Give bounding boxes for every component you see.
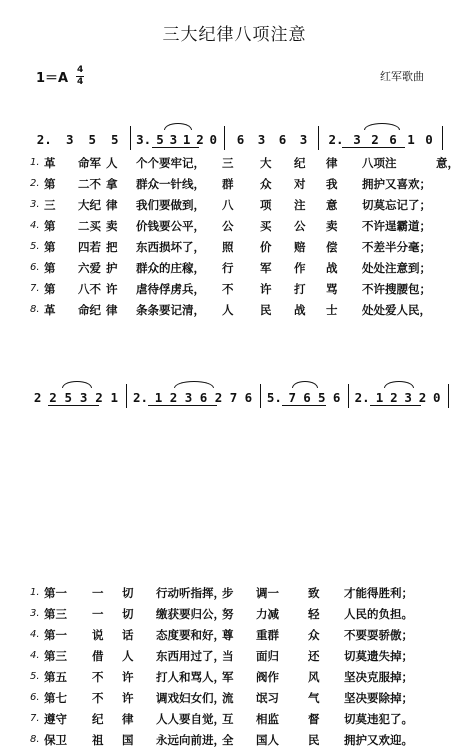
lyric-syllable: 保卫	[44, 732, 67, 747]
key-signature	[36, 66, 84, 87]
lyric-syllable: 战	[294, 302, 306, 317]
lyric-syllable: 拥护又喜欢；	[362, 176, 431, 191]
note: 2.	[328, 131, 344, 147]
verse-number: 5.	[30, 241, 40, 252]
verse-number: 8.	[30, 734, 40, 745]
lyric-syllable: 不要耍骄傲；	[344, 627, 413, 642]
lyric-syllable: 尊	[222, 627, 234, 642]
lyric-syllable: 不差半分毫；	[362, 239, 431, 254]
barline	[130, 126, 131, 150]
lyric-syllable: 二买	[78, 218, 101, 233]
lyric-syllable: 六爱	[78, 260, 101, 275]
lyric-syllable: 人	[122, 648, 134, 663]
verse-number: 7.	[30, 713, 40, 724]
lyric-syllable: 价	[260, 239, 272, 254]
lyric-line	[30, 173, 450, 194]
lyric-line	[30, 582, 450, 603]
lyric-line	[30, 708, 450, 729]
lyric-syllable: 第一	[44, 627, 67, 642]
lyric-syllable: 祖	[92, 732, 104, 747]
barline	[348, 384, 349, 408]
note: 1	[407, 131, 415, 147]
lyric-syllable: 革	[44, 155, 56, 170]
lyric-syllable: 不	[222, 281, 234, 296]
lyric-syllable: 意	[326, 197, 338, 212]
lyric-syllable: 大	[260, 155, 272, 170]
lyric-syllable: 全	[222, 732, 234, 747]
note: 5	[88, 131, 97, 147]
note: 6	[389, 131, 397, 147]
note: 2	[390, 389, 398, 405]
music-system-2	[30, 386, 450, 408]
verse-number: 4.	[30, 220, 40, 231]
verse-number: 7.	[30, 283, 40, 294]
note: 6	[278, 131, 287, 147]
note: 3	[404, 389, 412, 405]
lyric-line	[30, 194, 450, 215]
lyric-syllable: 注	[294, 197, 306, 212]
lyric-syllable: 第五	[44, 669, 67, 684]
lyric-syllable: 个个要牢记，	[136, 155, 205, 170]
lyric-line	[30, 624, 450, 645]
note: 2	[169, 389, 178, 405]
lyric-line	[30, 729, 450, 750]
note: 3.	[136, 131, 152, 147]
lyric-syllable: 纪	[294, 155, 306, 170]
lyric-syllable: 群众的庄稼，	[136, 260, 205, 275]
note: 3	[66, 131, 74, 147]
lyric-line	[30, 215, 450, 236]
lyric-line	[30, 257, 450, 278]
lyric-syllable: 话	[122, 627, 134, 642]
note: 6	[199, 389, 208, 405]
lyric-syllable: 群众一针线，	[136, 176, 205, 191]
lyric-syllable: 遵守	[44, 711, 67, 726]
lyric-syllable: 第	[44, 260, 56, 275]
lyric-syllable: 纪	[92, 711, 104, 726]
lyric-syllable: 三	[222, 155, 234, 170]
beam	[48, 405, 99, 406]
note: 6	[303, 389, 311, 405]
verse-number: 6.	[30, 692, 40, 703]
lyric-syllable: 许	[122, 669, 134, 684]
note: 1	[154, 389, 163, 405]
beam	[148, 405, 217, 406]
barline	[318, 126, 319, 150]
lyric-syllable: 人人要自觉，	[156, 711, 225, 726]
lyric-syllable: 二不	[78, 176, 101, 191]
verse-number: 2.	[30, 178, 40, 189]
lyric-syllable: 国	[122, 732, 134, 747]
lyric-syllable: 风	[308, 669, 320, 684]
lyric-syllable: 对	[294, 176, 306, 191]
note: 2	[418, 389, 427, 405]
note: 3	[299, 131, 308, 147]
verse-number: 1.	[30, 157, 40, 168]
note: 0	[209, 131, 218, 147]
note: 6	[236, 131, 245, 147]
lyric-syllable: 把	[106, 239, 118, 254]
note: 5	[110, 131, 119, 147]
lyric-syllable: 命军	[78, 155, 101, 170]
verse-number: 3.	[30, 199, 40, 210]
lyric-syllable: 国人	[256, 732, 279, 747]
verse-number: 5.	[30, 671, 40, 682]
lyric-syllable: 公	[222, 218, 234, 233]
lyric-syllable: 才能得胜利；	[344, 585, 413, 600]
lyric-line	[30, 152, 459, 173]
time-signature	[76, 66, 84, 87]
lyric-syllable: 第	[44, 176, 56, 191]
lyric-syllable: 意，	[436, 155, 459, 170]
slur	[292, 381, 318, 388]
lyrics-block	[30, 582, 450, 750]
lyric-syllable: 照	[222, 239, 234, 254]
lyric-syllable: 许	[122, 690, 134, 705]
lyric-syllable: 督	[308, 711, 320, 726]
beam	[342, 147, 405, 148]
lyric-syllable: 卖	[106, 218, 118, 233]
key-label: 1＝A	[36, 71, 69, 86]
lyric-syllable: 打人和骂人，	[156, 669, 225, 684]
beam	[370, 405, 421, 406]
lyric-syllable: 四若	[78, 239, 101, 254]
beam	[152, 147, 199, 148]
lyric-syllable: 律	[106, 197, 118, 212]
lyric-line	[30, 666, 450, 687]
lyric-syllable: 第七	[44, 690, 67, 705]
lyric-syllable: 项	[260, 197, 272, 212]
note: 1	[182, 131, 191, 147]
lyric-line	[30, 687, 450, 708]
slur	[384, 381, 414, 388]
lyric-syllable: 作	[294, 260, 306, 275]
lyric-syllable: 大纪	[78, 197, 101, 212]
barline	[260, 384, 261, 408]
lyric-syllable: 民	[260, 302, 272, 317]
barline	[448, 384, 449, 408]
lyric-syllable: 处处注意到；	[362, 260, 431, 275]
lyric-syllable: 致	[308, 585, 320, 600]
lyric-syllable: 说	[92, 627, 104, 642]
lyric-syllable: 人	[106, 155, 118, 170]
measure	[30, 128, 126, 150]
notation-line	[30, 386, 450, 408]
lyric-syllable: 众	[308, 627, 320, 642]
lyric-syllable: 行动听指挥，	[156, 585, 225, 600]
lyric-syllable: 拥护又欢迎。	[344, 732, 413, 747]
lyric-syllable: 不许逞霸道；	[362, 218, 431, 233]
lyric-syllable: 买	[260, 218, 272, 233]
lyric-line	[30, 645, 450, 666]
lyric-line	[30, 278, 450, 299]
lyric-syllable: 我们要做到，	[136, 197, 205, 212]
lyric-syllable: 调戏妇女们，	[156, 690, 225, 705]
lyric-syllable: 东西用过了，	[156, 648, 225, 663]
lyric-syllable: 第	[44, 281, 56, 296]
lyric-syllable: 第一	[44, 585, 67, 600]
beam	[282, 405, 326, 406]
lyric-syllable: 三	[44, 197, 56, 212]
lyric-syllable: 革	[44, 302, 56, 317]
note: 5	[318, 389, 326, 405]
lyric-syllable: 第	[44, 218, 56, 233]
lyric-syllable: 切	[122, 585, 134, 600]
time-signature-bottom: 4	[76, 77, 84, 87]
note: 2	[371, 131, 379, 147]
lyrics-block	[30, 152, 459, 320]
lyric-syllable: 永远向前进，	[156, 732, 225, 747]
lyric-syllable: 努	[222, 606, 234, 621]
lyric-syllable: 条条要记清，	[136, 302, 205, 317]
barline	[442, 126, 443, 150]
note: 2	[196, 131, 204, 147]
slur	[364, 123, 400, 130]
lyric-syllable: 切莫遗失掉；	[344, 648, 413, 663]
note: 2.	[36, 131, 52, 147]
lyric-syllable: 士	[326, 302, 338, 317]
lyric-syllable: 许	[260, 281, 272, 296]
note: 2	[95, 389, 103, 405]
note: 1	[110, 389, 119, 405]
lyric-syllable: 许	[106, 281, 118, 296]
lyric-line	[30, 603, 450, 624]
lyric-syllable: 相监	[256, 711, 279, 726]
slur	[174, 381, 214, 388]
lyric-syllable: 东西损坏了，	[136, 239, 205, 254]
lyric-syllable: 八项注	[362, 155, 397, 170]
lyric-syllable: 八不	[78, 281, 101, 296]
lyric-syllable: 一	[92, 585, 104, 600]
lyric-syllable: 我	[326, 176, 338, 191]
notation-line	[30, 128, 450, 150]
lyric-syllable: 众	[260, 176, 272, 191]
lyric-syllable: 当	[222, 648, 234, 663]
note: 2	[49, 389, 57, 405]
barline	[224, 126, 225, 150]
note: 5	[64, 389, 73, 405]
note: 3	[353, 131, 361, 147]
lyric-syllable: 坚决要除掉；	[344, 690, 413, 705]
lyric-syllable: 第三	[44, 606, 67, 621]
lyric-syllable: 赔	[294, 239, 306, 254]
lyric-syllable: 公	[294, 218, 306, 233]
lyric-syllable: 军	[222, 669, 234, 684]
note: 6	[332, 389, 341, 405]
lyric-syllable: 态度要和好，	[156, 627, 225, 642]
lyric-line	[30, 299, 450, 320]
note: 1	[375, 389, 384, 405]
verse-number: 8.	[30, 304, 40, 315]
note: 7	[229, 389, 238, 405]
lyric-syllable: 偿	[326, 239, 338, 254]
note: 6	[244, 389, 253, 405]
note: 2	[33, 389, 42, 405]
lyric-syllable: 打	[294, 281, 306, 296]
lyric-syllable: 骂	[326, 281, 338, 296]
song-credit: 红军歌曲	[380, 70, 424, 83]
verse-number: 4.	[30, 629, 40, 640]
lyric-syllable: 处处爱人民，	[362, 302, 431, 317]
lyric-syllable: 战	[326, 260, 338, 275]
note: 3	[184, 389, 193, 405]
lyric-syllable: 群	[222, 176, 234, 191]
lyric-syllable: 人民的负担。	[344, 606, 413, 621]
lyric-syllable: 价钱要公平，	[136, 218, 205, 233]
lyric-syllable: 步	[222, 585, 234, 600]
lyric-syllable: 人	[222, 302, 234, 317]
note: 3	[169, 131, 178, 147]
verse-number: 3.	[30, 608, 40, 619]
lyric-syllable: 律	[106, 302, 118, 317]
lyric-syllable: 面归	[256, 648, 279, 663]
music-system-1	[30, 128, 450, 150]
lyric-syllable: 重群	[256, 627, 279, 642]
lyric-syllable: 缴获要归公，	[156, 606, 225, 621]
note: 3	[79, 389, 88, 405]
lyric-syllable: 切莫忘记了；	[362, 197, 431, 212]
note: 2	[214, 389, 223, 405]
lyric-syllable: 命纪	[78, 302, 101, 317]
lyric-syllable: 行	[222, 260, 234, 275]
lyric-syllable: 民	[308, 732, 320, 747]
lyric-syllable: 不	[92, 669, 104, 684]
lyric-syllable: 不	[92, 690, 104, 705]
note: 7	[288, 389, 296, 405]
verse-number: 1.	[30, 587, 40, 598]
verse-number: 6.	[30, 262, 40, 273]
lyric-syllable: 气	[308, 690, 320, 705]
lyric-syllable: 切莫违犯了。	[344, 711, 413, 726]
note: 5	[156, 131, 164, 147]
lyric-syllable: 借	[92, 648, 104, 663]
lyric-syllable: 军	[260, 260, 272, 275]
slur	[164, 123, 192, 130]
lyric-syllable: 切	[122, 606, 134, 621]
lyric-syllable: 不许搜腰包；	[362, 281, 431, 296]
lyric-syllable: 第三	[44, 648, 67, 663]
note: 0	[425, 131, 433, 147]
note: 3	[257, 131, 266, 147]
measure	[230, 128, 314, 150]
lyric-syllable: 八	[222, 197, 234, 212]
lyric-syllable: 第	[44, 239, 56, 254]
lyric-syllable: 虐待俘虏兵，	[136, 281, 205, 296]
barline	[126, 384, 127, 408]
note: 2.	[132, 389, 149, 405]
lyric-syllable: 调一	[256, 585, 279, 600]
slur	[62, 381, 92, 388]
lyric-syllable: 律	[326, 155, 338, 170]
lyric-syllable: 互	[222, 711, 234, 726]
lyric-syllable: 阀作	[256, 669, 279, 684]
time-signature-top: 4	[76, 65, 84, 75]
lyric-syllable: 还	[308, 648, 320, 663]
song-title: 三大纪律八项注意	[162, 25, 307, 45]
lyric-syllable: 拿	[106, 176, 118, 191]
lyric-line	[30, 236, 450, 257]
lyric-syllable: 卖	[326, 218, 338, 233]
lyric-syllable: 力减	[256, 606, 279, 621]
note: 0	[433, 389, 441, 405]
lyric-syllable: 坚决克服掉；	[344, 669, 413, 684]
lyric-syllable: 护	[106, 260, 118, 275]
lyric-syllable: 律	[122, 711, 134, 726]
lyric-syllable: 氓习	[256, 690, 279, 705]
lyric-syllable: 轻	[308, 606, 320, 621]
note: 2.	[354, 389, 370, 405]
lyric-syllable: 流	[222, 690, 234, 705]
verse-number: 4.	[30, 650, 40, 661]
note: 5.	[266, 389, 282, 405]
lyric-syllable: 一	[92, 606, 104, 621]
